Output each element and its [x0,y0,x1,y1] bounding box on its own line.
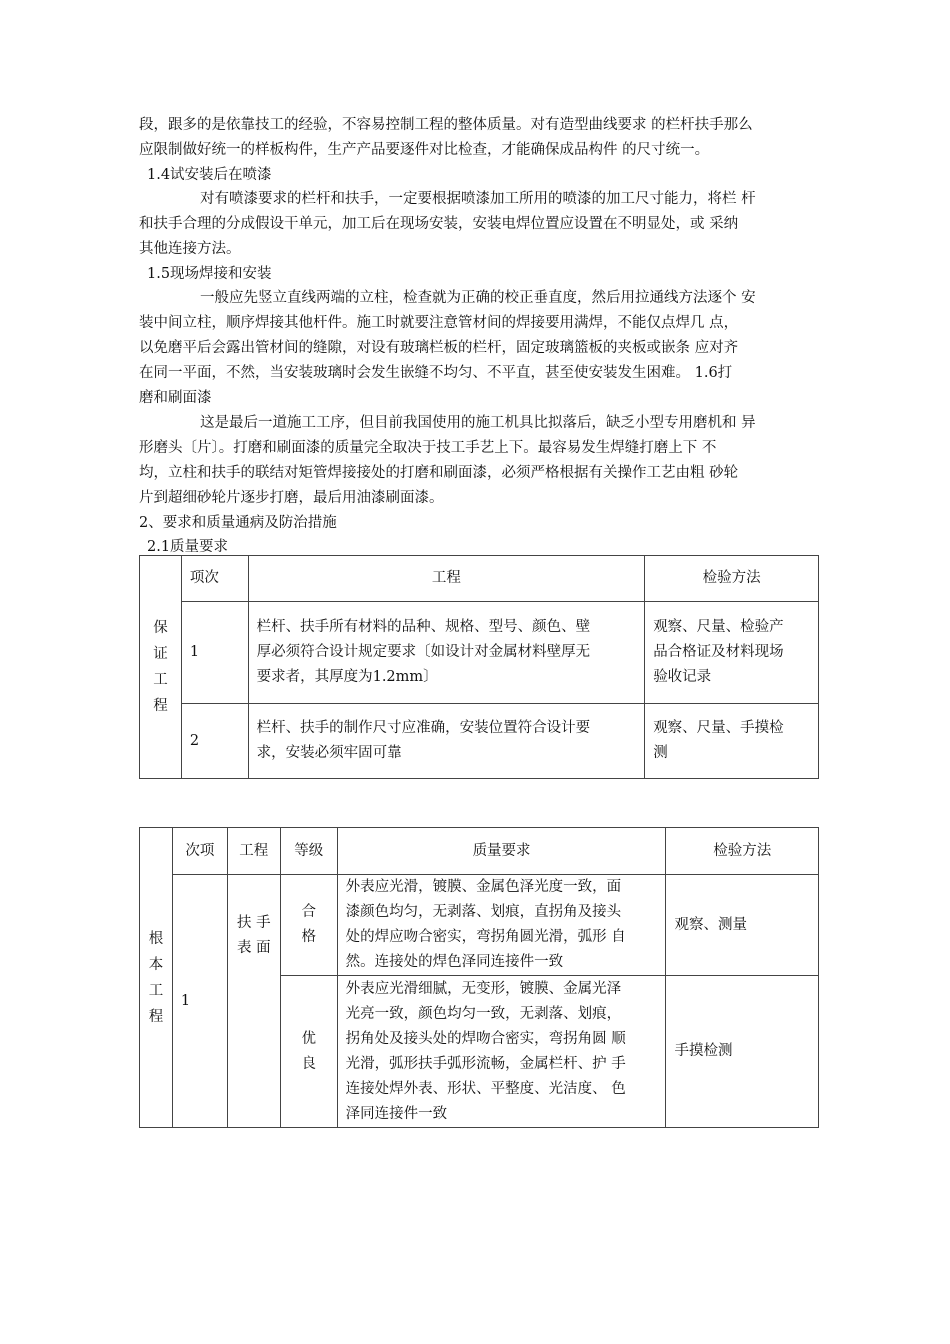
stacked-char: 合 [301,904,316,920]
cell-line: 表 面 [236,940,271,956]
cell-line: 然。连接处的焊色泽同连接件一致 [345,954,564,970]
row-grade [280,875,337,976]
text-line: 一般应先竖立直线两端的立柱，检查就为正确的校正垂直度，然后用拉通线方法逐个 安 [200,290,756,306]
group-label-basic [140,828,173,1128]
cell-line: 要求者，其厚度为1.2mm〕 [256,669,438,685]
table-header-row [140,556,819,602]
row-no: 1 [172,875,227,1128]
header-requirement: 质量要求 [337,828,666,875]
cell-line: 光滑，弧形扶手弧形流畅，金属栏杆、护 手 [345,1055,626,1072]
heading-2: 2、要求和质量通病及防治措施 [139,515,337,531]
table-row [140,704,819,779]
cell-line: 连接处焊外表、形状、平整度、光洁度、 色 [345,1080,626,1097]
cell-line: 光亮一致，颜色均匀一致，无剥落、划痕， [345,1005,622,1022]
cell-line: 漆颜色均匀，无剥落、划痕，直拐角及接头 [345,904,622,920]
header-method: 检验方法 [666,828,819,875]
table-header-row [140,828,819,875]
cell-line: 观察、尺量、手摸检 [653,720,784,736]
row-grade [280,976,337,1128]
stacked-char: 工 [148,982,164,999]
heading-1-4: 1.4试安装后在喷漆 [147,167,272,183]
row-method [645,602,819,704]
cell-line: 测 [653,745,668,761]
group-label-text [140,926,172,1030]
paragraph-1-6 [139,411,819,511]
stacked-char: 程 [153,698,168,714]
stacked-char: 保 [153,620,168,636]
text-line: 磨和刷面漆 [139,390,212,406]
text-line: 应限制做好统一的样板构件，生产产品要逐件对比检查，才能确保成品构件 的尺寸统一。 [139,142,710,158]
heading-2-1: 2.1质量要求 [147,539,229,555]
text-line: 在同一平面，不然，当安装玻璃时会发生嵌缝不均匀、不平直，甚至使安装发生困难。 1.6打 [139,365,733,381]
text-line: 均，立柱和扶手的联结对矩管焊接接处的打磨和刷面漆，必须严格根据有关操作工艺由粗 砂轮 [139,465,739,481]
text-line: 以免磨平后会露出管材间的缝隙，对设有玻璃栏板的栏杆，固定玻璃篮板的夹板或嵌条 应对齐 [139,340,739,356]
row-method: 观察、测量 [666,875,819,976]
text-line: 其他连接方法。 [139,241,241,257]
cell-line: 厚必须符合设计规定要求〔如设计对金属材料壁厚无 [256,644,591,660]
stacked-char: 程 [148,1008,164,1025]
table-row [140,602,819,704]
row-requirement [337,976,666,1128]
row-item [227,875,280,1128]
header-item: 工程 [248,556,645,602]
quality-table-guarantee [139,555,819,779]
cell-line: 处的焊应吻合密实，弯拐角圆光滑，弧形 自 [345,929,626,945]
text-line: 对有喷漆要求的栏杆和扶手，一定要根据喷漆加工所用的喷漆的加工尺寸能力，将栏 杆 [200,191,756,207]
cell-line: 泽同连接件一致 [345,1105,448,1122]
text-line: 片到超细砂轮片逐步打磨，最后用油漆刷面漆。 [139,490,444,506]
paragraph-1-4 [139,187,819,262]
quality-table-basic [139,827,819,1128]
row-method: 手摸检测 [666,976,819,1128]
text-line: 这是最后一道施工工序，但目前我国使用的施工机具比拟落后，缺乏小型专用磨机和 异 [200,415,756,431]
row-no: 1 [181,602,248,704]
text-line: 形磨头〔片〕。打磨和刷面漆的质量完全取决于技工手艺上下。最容易发生焊缝打磨上下 不 [139,440,717,456]
row-item [248,704,645,779]
stacked-char: 证 [153,646,168,662]
stacked-char: 格 [301,929,316,945]
stacked-char: 本 [148,956,164,973]
stacked-char: 工 [153,672,168,688]
stacked-char: 根 [148,930,164,947]
cell-line: 外表应光滑细腻，无变形，镀膜、金属光泽 [345,980,622,997]
group-label-guarantee [140,556,182,779]
row-requirement [337,875,666,976]
paragraph-1-5 [139,286,819,411]
cell-line: 栏杆、扶手的制作尺寸应准确，安装位置符合设计要 [256,720,591,736]
text-line: 装中间立柱，顺序焊接其他杆件。施工时就要注意管材间的焊接要用满焊，不能仅点焊几 点， [139,315,739,331]
cell-line: 栏杆、扶手所有材料的品种、规格、型号、颜色、壁 [256,619,591,635]
header-grade: 等级 [280,828,337,875]
paragraph-intro [139,113,819,163]
stacked-char: 良 [301,1055,316,1072]
text-line: 段，跟多的是依靠技工的经验，不容易控制工程的整体质量。对有造型曲线要求 的栏杆扶手那么 [139,117,753,133]
cell-line: 拐角处及接头处的焊吻合密实，弯拐角圆 顺 [345,1030,626,1047]
header-method: 检验方法 [645,556,819,602]
table-row [140,875,819,976]
stacked-char: 优 [301,1030,316,1047]
cell-line: 品合格证及材料现场 [653,644,784,660]
cell-line: 外表应光滑，镀膜、金属色泽光度一致，面 [345,879,622,895]
row-item [248,602,645,704]
row-method [645,704,819,779]
group-label-text [148,615,173,719]
cell-line: 观察、尺量、检验产 [653,619,784,635]
header-no: 次项 [172,828,227,875]
header-no: 项次 [181,556,248,602]
cell-line: 求，安装必须牢固可靠 [256,745,402,761]
row-no: 2 [181,704,248,779]
heading-1-5: 1.5现场焊接和安装 [147,266,272,282]
cell-line: 扶 手 [236,915,271,931]
text-line: 和扶手合理的分成假设干单元，加工后在现场安装，安装电焊位置应设置在不明显处，或 采纳 [139,216,739,232]
cell-line: 验收记录 [653,669,712,685]
header-item: 工程 [227,828,280,875]
